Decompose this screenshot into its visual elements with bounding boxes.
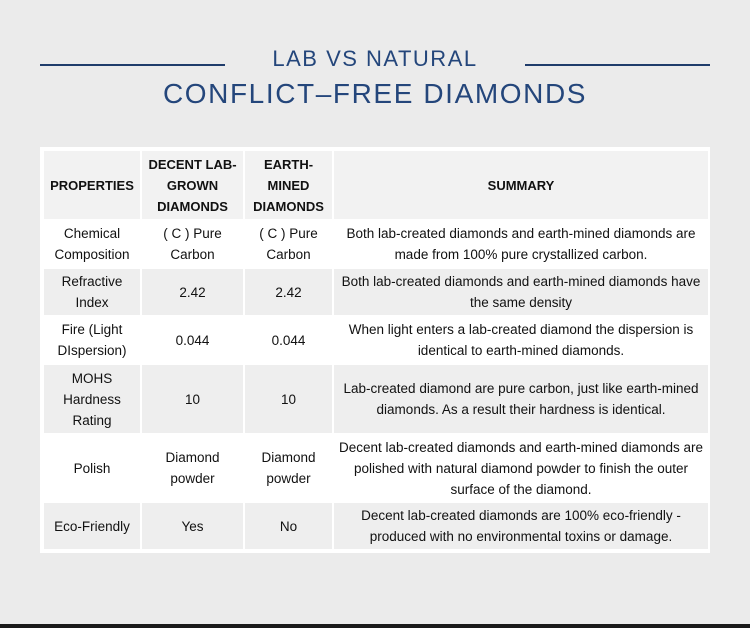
page-subtitle: LAB VS NATURAL	[272, 46, 478, 71]
cell-earth-mined: No	[245, 503, 332, 549]
table-row	[44, 317, 708, 363]
cell-summary: When light enters a lab-created diamond the dispersion is identical to earth-mined diamonds.	[334, 317, 708, 363]
table-row	[44, 221, 708, 267]
cell-lab-grown: Yes	[142, 503, 243, 549]
header-properties: PROPERTIES	[44, 151, 140, 219]
table-row	[44, 365, 708, 433]
comparison-table	[42, 149, 710, 551]
header-earth-mined: EARTH-MINED DIAMONDS	[245, 151, 332, 219]
cell-lab-grown: ( C ) Pure Carbon	[142, 221, 243, 267]
cell-summary: Decent lab-created diamonds are 100% eco-friendly - produced with no environmental toxins or damage.	[334, 503, 708, 549]
cell-property: MOHS Hardness Rating	[44, 365, 140, 433]
table-header-row	[44, 151, 708, 219]
cell-property: Polish	[44, 435, 140, 501]
bottom-border	[0, 624, 750, 628]
cell-property: Refractive Index	[44, 269, 140, 315]
cell-earth-mined: 10	[245, 365, 332, 433]
cell-lab-grown: 2.42	[142, 269, 243, 315]
table-row	[44, 503, 708, 549]
cell-earth-mined: 2.42	[245, 269, 332, 315]
table-row	[44, 435, 708, 501]
cell-summary: Both lab-created diamonds and earth-mined diamonds have the same density	[334, 269, 708, 315]
cell-lab-grown: Diamond powder	[142, 435, 243, 501]
cell-earth-mined: Diamond powder	[245, 435, 332, 501]
cell-earth-mined: ( C ) Pure Carbon	[245, 221, 332, 267]
comparison-table-container	[40, 147, 710, 553]
cell-lab-grown: 0.044	[142, 317, 243, 363]
cell-property: Eco-Friendly	[44, 503, 140, 549]
page-header	[0, 0, 750, 140]
cell-property: Chemical Composition	[44, 221, 140, 267]
table-row	[44, 269, 708, 315]
cell-earth-mined: 0.044	[245, 317, 332, 363]
cell-summary: Decent lab-created diamonds and earth-mined diamonds are polished with natural diamond powder to finish the outer surface of the diamond.	[334, 435, 708, 501]
cell-summary: Both lab-created diamonds and earth-mined diamonds are made from 100% pure crystallized carbon.	[334, 221, 708, 267]
cell-summary: Lab-created diamond are pure carbon, just like earth-mined diamonds. As a result their hardness is identical.	[334, 365, 708, 433]
cell-property: Fire (Light DIspersion)	[44, 317, 140, 363]
page-title: CONFLICT–FREE DIAMONDS	[162, 78, 588, 109]
header-lab-grown: DECENT LAB-GROWN DIAMONDS	[142, 151, 243, 219]
cell-lab-grown: 10	[142, 365, 243, 433]
header-summary: SUMMARY	[334, 151, 708, 219]
